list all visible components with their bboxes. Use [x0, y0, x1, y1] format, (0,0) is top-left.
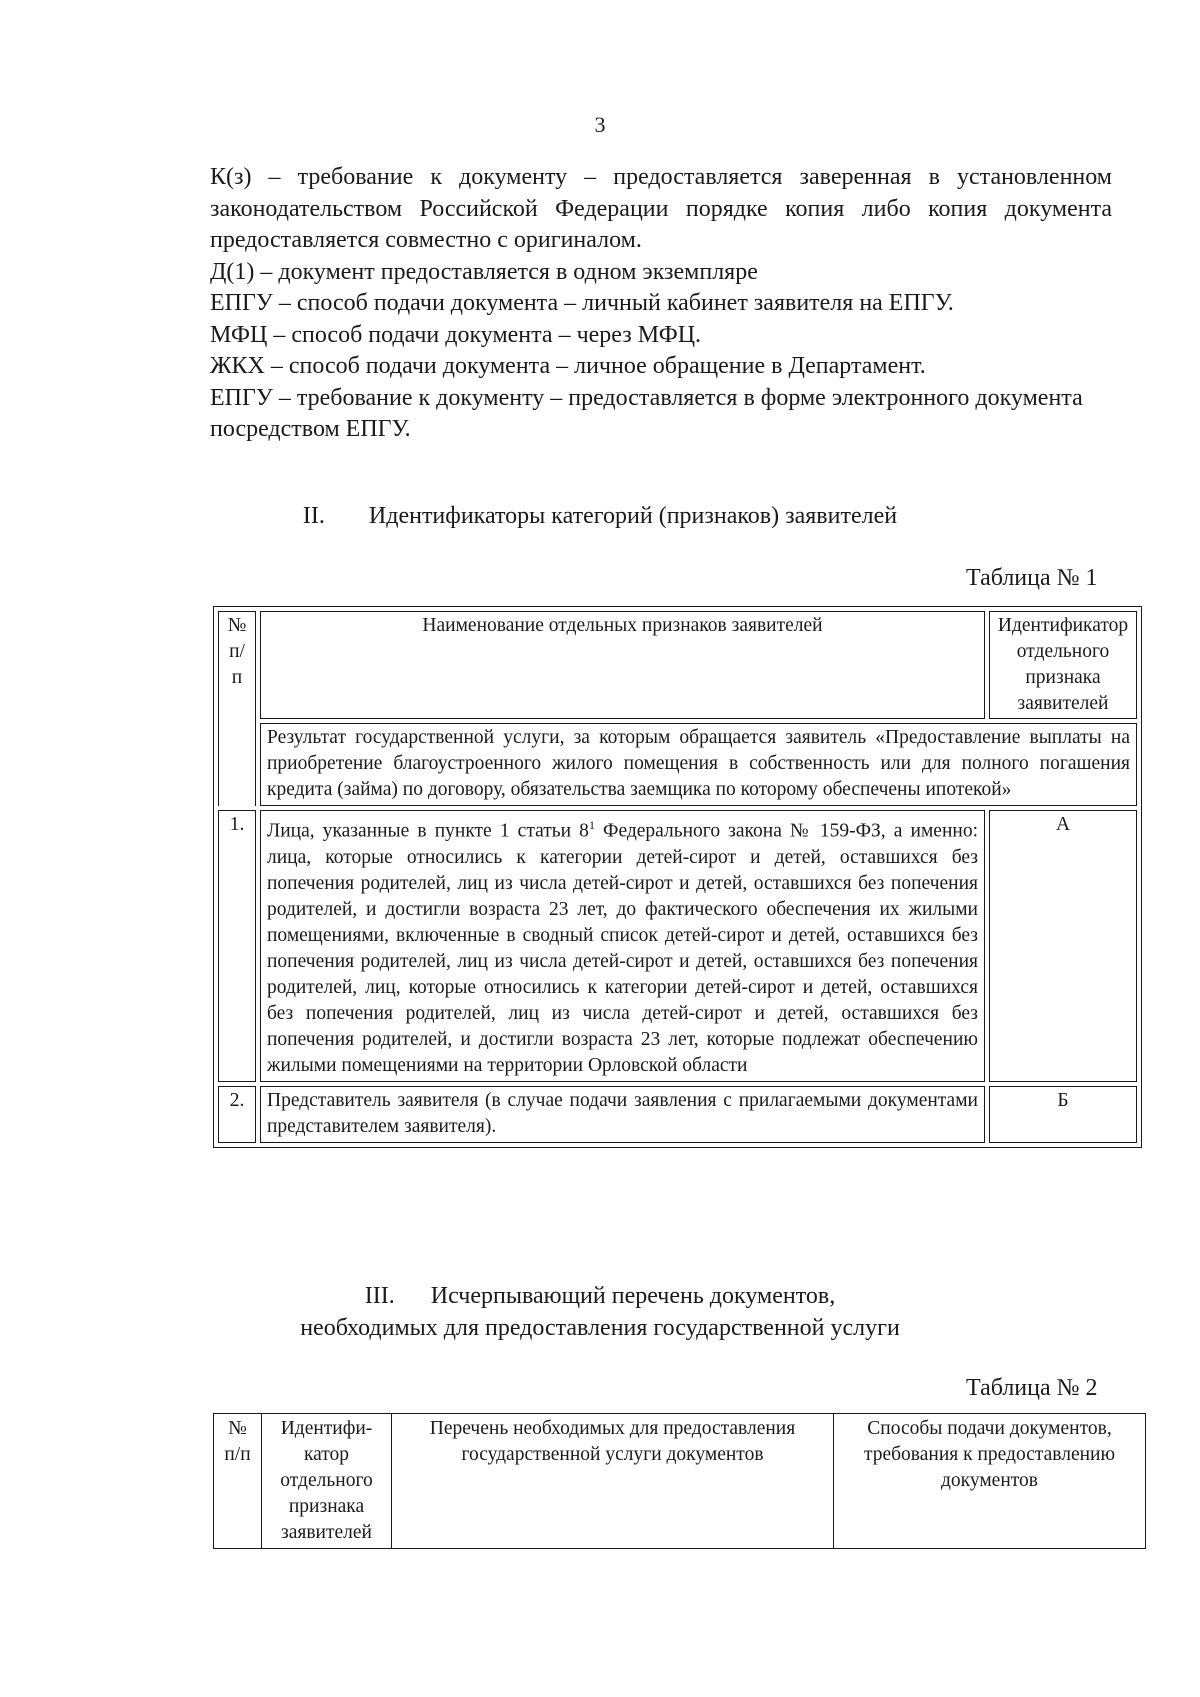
table-1-caption: Таблица № 1: [966, 565, 1098, 591]
table-1-result-text: Результат государственной услуги, за которым обращается заявитель «Предоставление выплаты на приобретение благоустроенного жилого помещения в собственность или для полного погашения кредита (займа) по договору, обязательства заемщика по которому обеспечены ипотекой»: [260, 723, 1137, 806]
section-3-heading: [0, 1280, 1200, 1344]
table-row: [218, 810, 1137, 1082]
table-2-header-methods: Способы подачи документов, требования к предоставлению документов: [834, 1414, 1146, 1549]
table-1-row-1-text: Лица, указанные в пункте 1 статьи $8^1$ Федерального закона № 159-ФЗ, а именно: лица, которые относились к категории детей-сирот и детей, оставшихся без попечения родителей, лиц из числа детей-сирот и детей, оставшихся без попечения родителей, и достигли возраста 23 лет, до фактического обеспечения их жилыми помещениями, включенные в сводный список детей-сирот и детей, оставшихся без попечения родителей, лиц из числа детей-сирот и детей, оставшихся без попечения родителей, лиц, которые относились к категории детей-сирот и детей, оставшихся без попечения родителей, лиц из числа детей-сирот и детей, оставшихся без попечения родителей, и достигли возраста 23 лет, которые подлежат обеспечению жилыми помещениями на территории Орловской области: [260, 810, 985, 1082]
table-1-row-1-id: А: [989, 810, 1137, 1082]
table-1: [213, 606, 1142, 1148]
section-2-numeral: II.: [302, 503, 325, 529]
table-2-header-id: Идентифи-катор отдельного признака заявителей: [262, 1414, 392, 1549]
table-2-header-row: [214, 1414, 1146, 1549]
table-1-row-2-text: Представитель заявителя (в случае подачи заявления с прилагаемыми документами представителем заявителя).: [260, 1086, 985, 1143]
definition-zhkh: ЖКХ – способ подачи документа – личное обращение в Департамент.: [210, 353, 926, 379]
table-1-row-2-num: 2.: [218, 1086, 256, 1143]
section-2-heading: [0, 500, 1200, 532]
table-2: [213, 1413, 1146, 1549]
definition-kz: К(з) – требование к документу – предоставляется заверенная в установленном законодательством Российской Федерации порядке копия либо копия документа предоставляется совместно с оригиналом.: [210, 164, 1112, 253]
table-2-header-docs: Перечень необходимых для предоставления государственной услуги документов: [392, 1414, 834, 1549]
section-3-numeral: III.: [364, 1283, 395, 1309]
section-3-title-line-1: Исчерпывающий перечень документов,: [430, 1283, 836, 1309]
table-1-row-1-num: 1.: [218, 810, 256, 1082]
table-1-header-num: № п/п: [218, 611, 256, 806]
page-number: 3: [594, 112, 606, 137]
definition-epgu-requirement: ЕПГУ – требование к документу – предоставляется в форме электронного документа: [210, 384, 1083, 411]
definitions-block: [210, 162, 1112, 446]
section-3-title-line-2: необходимых для предоставления государственной услуги: [300, 1315, 900, 1341]
section-2-title: Идентификаторы категорий (признаков) заявителей: [368, 503, 898, 529]
table-row: [218, 1086, 1137, 1143]
table-2-header-num: № п/п: [214, 1414, 262, 1549]
table-2-caption: Таблица № 2: [966, 1375, 1098, 1401]
definition-epgu-method: ЕПГУ – способ подачи документа – личный кабинет заявителя на ЕПГУ.: [210, 290, 954, 316]
table-1-header-id: Идентификатор отдельного признака заявителей: [989, 611, 1137, 719]
table-1-header-name: Наименование отдельных признаков заявителей: [260, 611, 985, 719]
table-1-row-2-id: Б: [989, 1086, 1137, 1143]
definition-mfc: МФЦ – способ подачи документа – через МФЦ.: [210, 321, 702, 348]
definition-epgu-continuation: посредством ЕПГУ.: [210, 416, 411, 442]
superscript: 1: [588, 818, 595, 832]
table-1-result-row: [218, 723, 1137, 806]
definition-d1: Д(1) – документ предоставляется в одном экземпляре: [210, 258, 758, 285]
table-1-header-row: [218, 611, 1137, 719]
